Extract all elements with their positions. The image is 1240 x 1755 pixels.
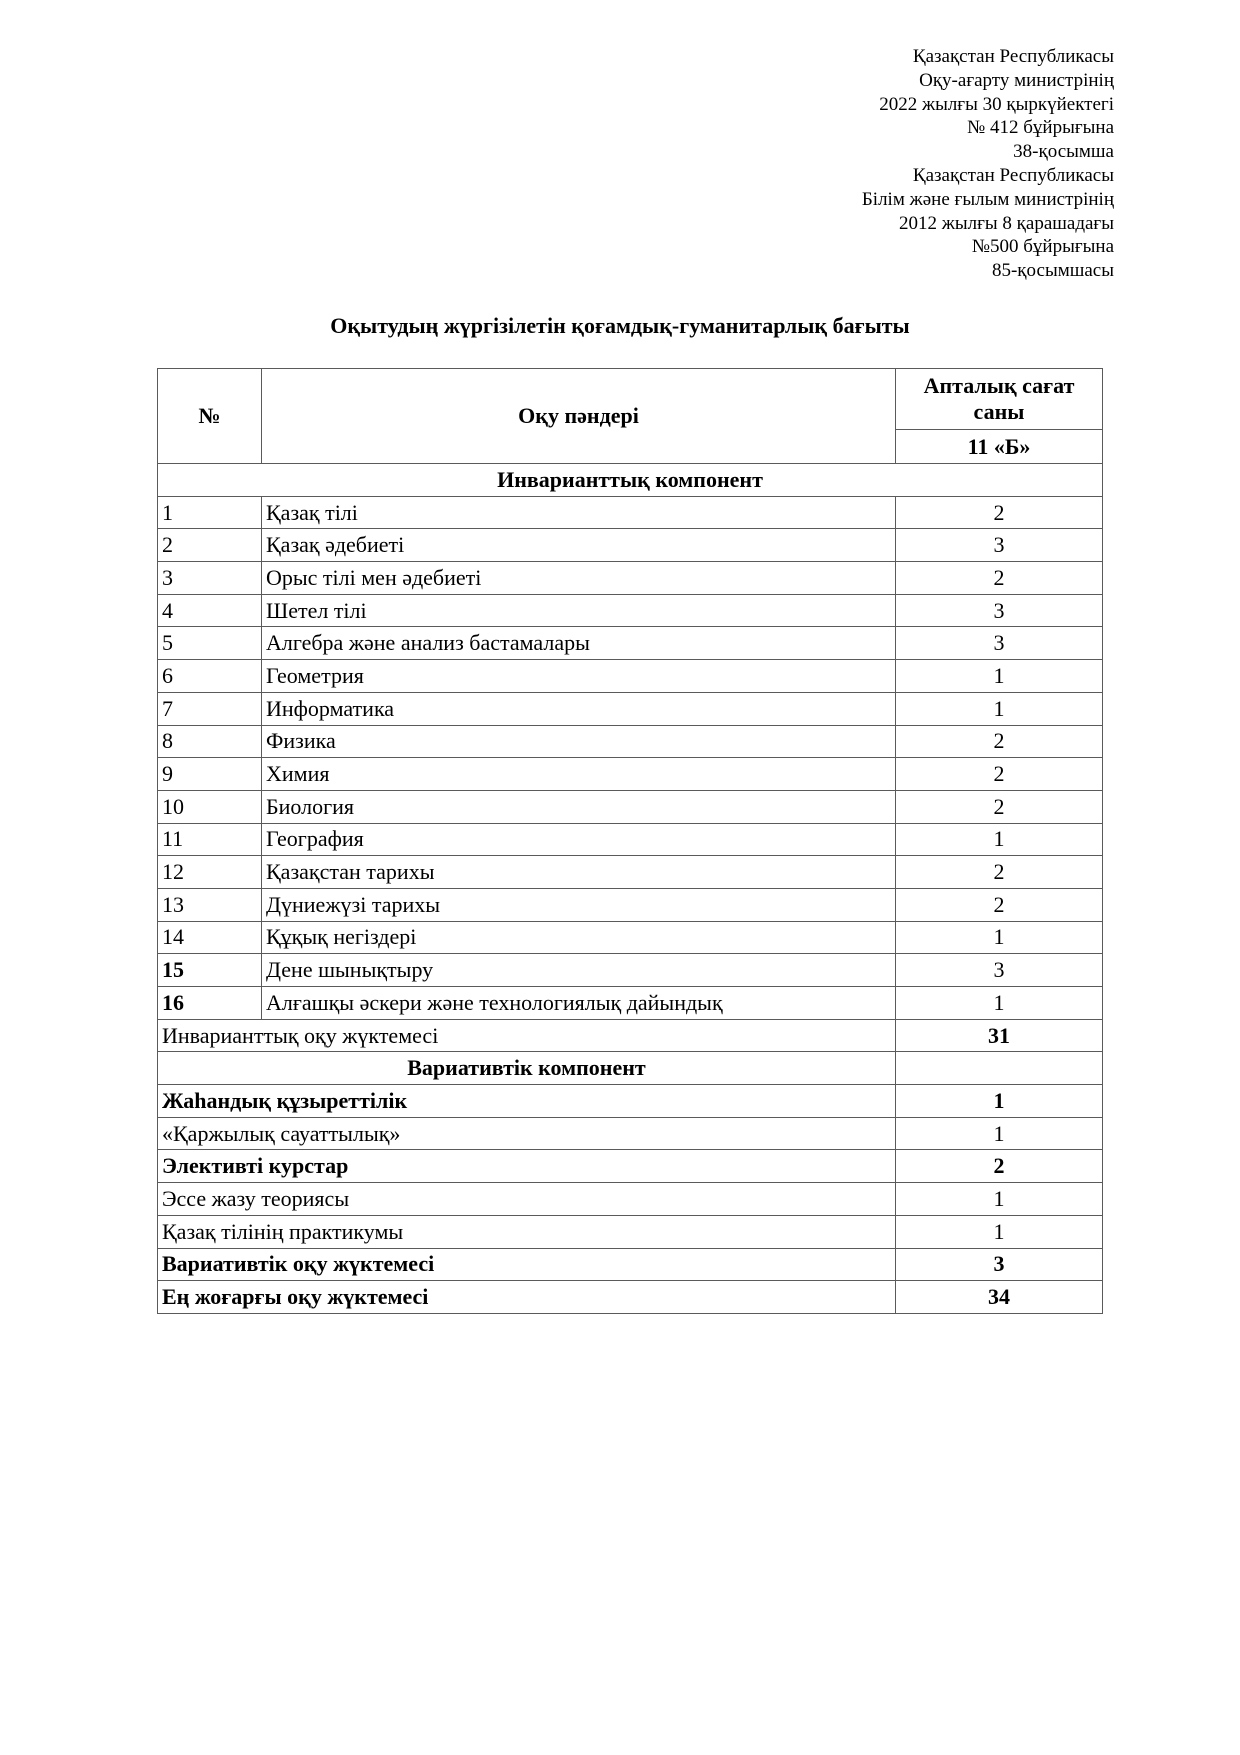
- table-row: [158, 660, 1103, 693]
- table-row: [158, 562, 1103, 595]
- curriculum-table: [157, 368, 1103, 1314]
- variative-item-hours: 2: [896, 1150, 1103, 1183]
- weekly-hours: 1: [896, 921, 1103, 954]
- variative-item-hours: 1: [896, 1215, 1103, 1248]
- weekly-hours: 2: [896, 856, 1103, 889]
- weekly-hours: 2: [896, 496, 1103, 529]
- subject-name: Алгебра және анализ бастамалары: [262, 627, 896, 660]
- variative-item-hours: 1: [896, 1117, 1103, 1150]
- invariant-total-value: 31: [896, 1019, 1103, 1052]
- table-row: [158, 496, 1103, 529]
- row-number: 10: [158, 790, 262, 823]
- subject-name: Алғашқы әскери және технологиялық дайындық: [262, 987, 896, 1020]
- subject-name: Биология: [262, 790, 896, 823]
- subject-name: Информатика: [262, 692, 896, 725]
- variative-item-label: Жаһандық құзыреттілік: [158, 1085, 896, 1118]
- total-row: [158, 1019, 1103, 1052]
- row-number: 15: [158, 954, 262, 987]
- weekly-hours: 1: [896, 987, 1103, 1020]
- weekly-hours: 3: [896, 954, 1103, 987]
- row-number: 8: [158, 725, 262, 758]
- variative-total-value: 3: [896, 1248, 1103, 1281]
- row-number: 4: [158, 594, 262, 627]
- row-number: 1: [158, 496, 262, 529]
- row-number: 14: [158, 921, 262, 954]
- header-line: Оқу-ағарту министрінің: [919, 69, 1114, 91]
- row-number: 5: [158, 627, 262, 660]
- table-row: [158, 529, 1103, 562]
- subject-name: Құқық негіздері: [262, 921, 896, 954]
- row-number: 11: [158, 823, 262, 856]
- total-row: [158, 1248, 1103, 1281]
- header-line: 85-қосымшасы: [991, 260, 1114, 282]
- row-number: 2: [158, 529, 262, 562]
- variative-item-label: «Қаржылық сауаттылық»: [158, 1117, 896, 1150]
- subject-name: Қазақ әдебиеті: [262, 529, 896, 562]
- table-row: [158, 594, 1103, 627]
- row-number: 6: [158, 660, 262, 693]
- table-row: [158, 856, 1103, 889]
- subject-name: Қазақ тілі: [262, 496, 896, 529]
- variative-item-label: Қазақ тілінің практикумы: [158, 1215, 896, 1248]
- weekly-hours: 1: [896, 823, 1103, 856]
- variative-total-label: Вариативтік оқу жүктемесі: [158, 1248, 896, 1281]
- table-row: [158, 692, 1103, 725]
- variative-item-label: Элективті курстар: [158, 1150, 896, 1183]
- table-row: [158, 1215, 1103, 1248]
- table-row: [158, 921, 1103, 954]
- header-line: Қазақстан Республикасы: [912, 164, 1114, 186]
- table-row: [158, 888, 1103, 921]
- table-header-row: [158, 369, 1103, 430]
- document-header: [862, 45, 1114, 283]
- row-number: 12: [158, 856, 262, 889]
- subject-name: Дене шынықтыру: [262, 954, 896, 987]
- table-row: [158, 1150, 1103, 1183]
- invariant-total-label: Инварианттық оқу жүктемесі: [158, 1019, 896, 1052]
- row-number: 13: [158, 888, 262, 921]
- subject-name: Орыс тілі мен әдебиеті: [262, 562, 896, 595]
- header-line: 2022 жылғы 30 қыркүйектегі: [879, 93, 1114, 115]
- row-number: 16: [158, 987, 262, 1020]
- column-header-number: №: [158, 369, 262, 464]
- table-row: [158, 987, 1103, 1020]
- subject-name: Қазақстан тарихы: [262, 856, 896, 889]
- header-line: №500 бұйрығына: [971, 236, 1114, 258]
- weekly-hours: 2: [896, 758, 1103, 791]
- weekly-hours: 2: [896, 562, 1103, 595]
- header-line: 38-қосымша: [1013, 141, 1114, 163]
- weekly-hours: 3: [896, 627, 1103, 660]
- table-row: [158, 1085, 1103, 1118]
- subject-name: Физика: [262, 725, 896, 758]
- table-row: [158, 1117, 1103, 1150]
- row-number: 7: [158, 692, 262, 725]
- weekly-hours: 3: [896, 529, 1103, 562]
- column-header-hours: Апталық сағат саны: [896, 369, 1103, 430]
- total-row: [158, 1281, 1103, 1314]
- invariant-component-heading: Инварианттық компонент: [158, 464, 1103, 497]
- document-title: Оқытудың жүргізілетін қоғамдық-гуманитарлық бағыты: [330, 313, 910, 338]
- table-row: [158, 790, 1103, 823]
- weekly-hours: 2: [896, 725, 1103, 758]
- weekly-hours: 2: [896, 790, 1103, 823]
- row-number: 3: [158, 562, 262, 595]
- weekly-hours: 1: [896, 692, 1103, 725]
- table-row: [158, 627, 1103, 660]
- max-total-label: Ең жоғарғы оқу жүктемесі: [158, 1281, 896, 1314]
- table-row: [158, 725, 1103, 758]
- subject-name: Шетел тілі: [262, 594, 896, 627]
- table-row: [158, 758, 1103, 791]
- subject-name: Геометрия: [262, 660, 896, 693]
- variative-component-heading: Вариативтік компонент: [158, 1052, 896, 1085]
- header-line: Қазақстан Республикасы: [912, 46, 1114, 67]
- header-line: 2012 жылғы 8 қарашадағы: [898, 212, 1114, 234]
- subject-name: География: [262, 823, 896, 856]
- table-row: [158, 954, 1103, 987]
- variative-item-hours: 1: [896, 1085, 1103, 1118]
- weekly-hours: 2: [896, 888, 1103, 921]
- table-row: [158, 823, 1103, 856]
- weekly-hours: 1: [896, 660, 1103, 693]
- header-line: Білім және ғылым министрінің: [861, 188, 1114, 210]
- subject-name: Дүниежүзі тарихы: [262, 888, 896, 921]
- table-row: [158, 1183, 1103, 1216]
- header-line: № 412 бұйрығына: [967, 117, 1114, 139]
- column-header-class: 11 «Б»: [896, 430, 1103, 464]
- weekly-hours: 3: [896, 594, 1103, 627]
- column-header-subject: Оқу пәндері: [262, 369, 896, 464]
- subject-name: Химия: [262, 758, 896, 791]
- section-heading-row: [158, 464, 1103, 497]
- row-number: 9: [158, 758, 262, 791]
- section-heading-row: [158, 1052, 1103, 1085]
- variative-item-label: Эссе жазу теориясы: [158, 1183, 896, 1216]
- empty-cell: [896, 1052, 1103, 1085]
- max-total-value: 34: [896, 1281, 1103, 1314]
- variative-item-hours: 1: [896, 1183, 1103, 1216]
